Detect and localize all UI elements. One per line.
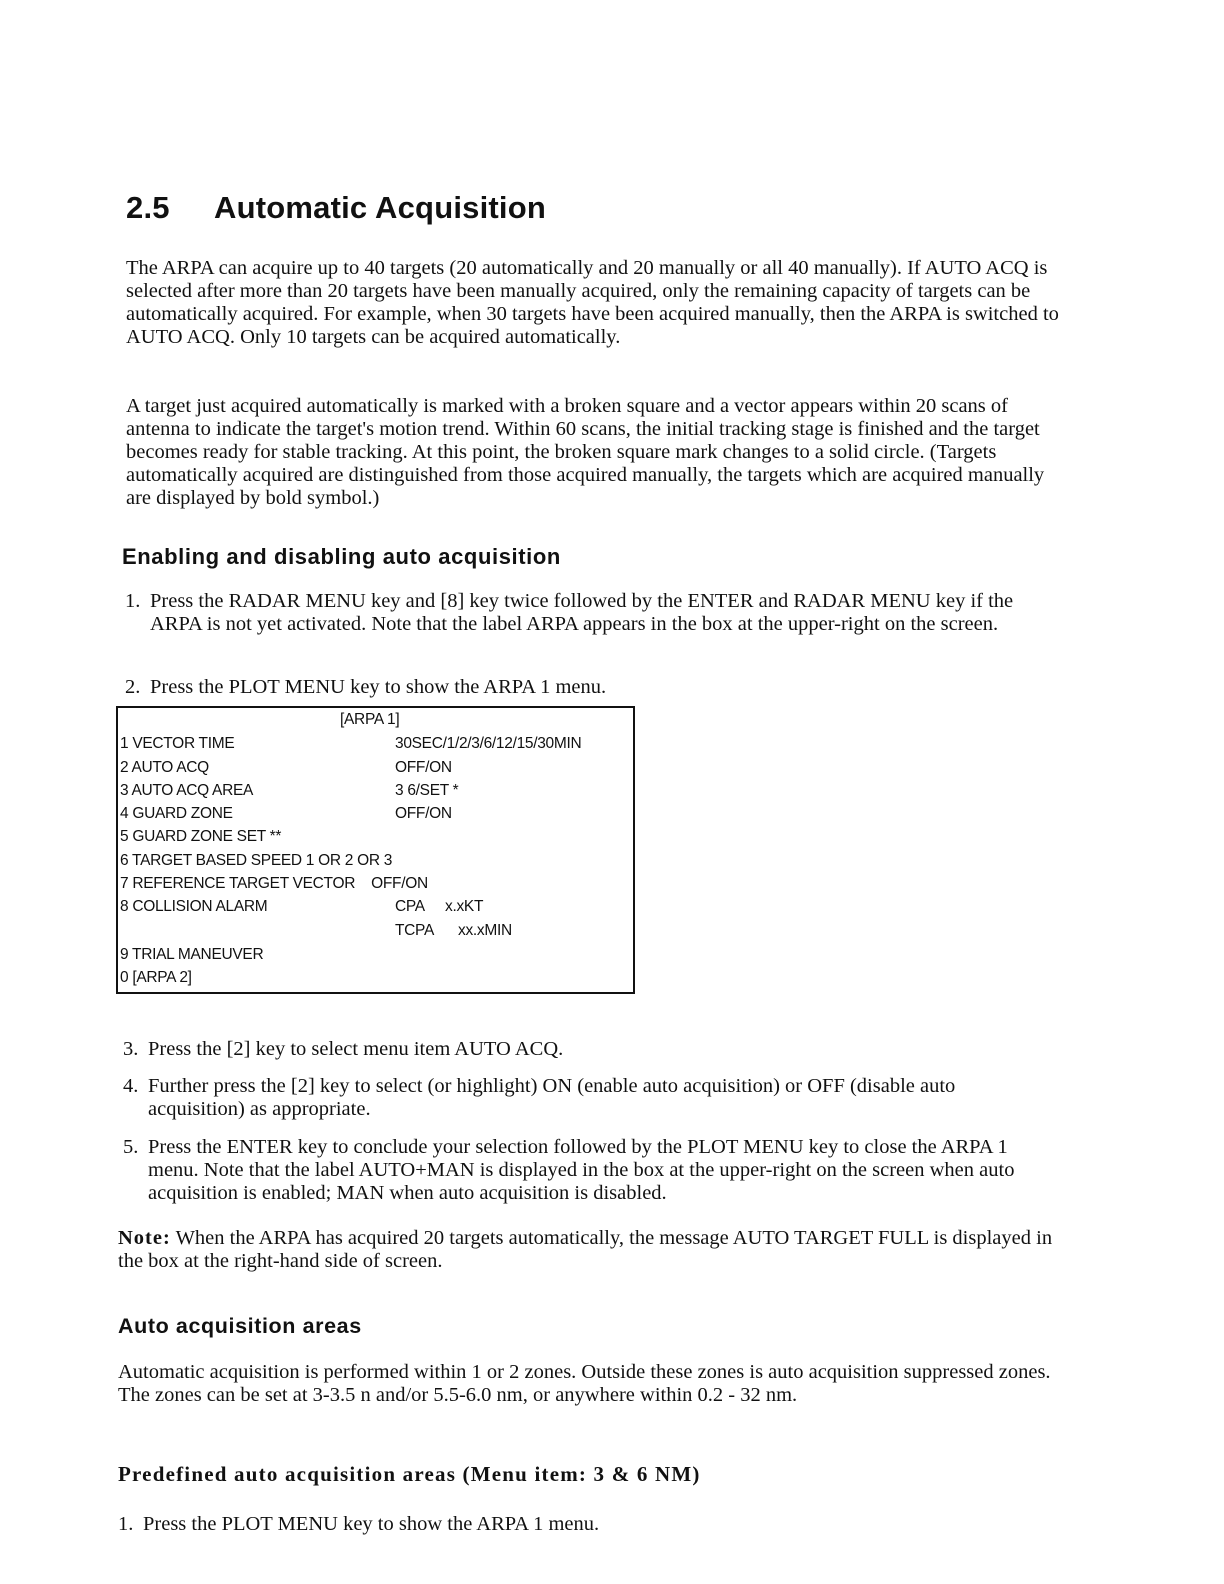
step-text: Press the [2] key to select menu item AUTO ACQ.: [148, 1038, 564, 1060]
menu-item-label: 9 TRIAL MANEUVER: [120, 946, 264, 963]
menu-item-label: 4 GUARD ZONE: [120, 805, 233, 822]
arpa1-menu-box: [116, 706, 635, 994]
step-item: [125, 676, 1055, 699]
predefined-heading: Predefined auto acquisition areas (Menu item: 3 & 6 NM): [118, 1462, 701, 1486]
menu-item-label: 5 GUARD ZONE SET **: [120, 828, 282, 845]
intro-paragraph: A target just acquired automatically is marked with a broken square and a vector appears within 20 scans of antenna to indicate the target's motion trend. Within 60 scans, the initial tracking stage is finished and the target becomes ready for stable tracking. At this point, the broken square mark changes to a solid circle. (Targets automatically acquired are distinguished from those acquired manually, the targets which are acquired manually are displayed by bold symbol.): [126, 395, 1045, 509]
section-number: 2.5: [126, 190, 170, 225]
cpa-setting: [395, 898, 483, 916]
step-number: 2.: [125, 676, 141, 698]
note-text: When the ARPA has acquired 20 targets automatically, the message AUTO TARGET FULL is displayed in the box at the right-hand side of screen.: [118, 1227, 1053, 1272]
menu-item-label: 2 AUTO ACQ: [120, 759, 209, 776]
step-text: Press the PLOT MENU key to show the ARPA 1 menu.: [150, 676, 607, 698]
step-text: Press the RADAR MENU key and [8] key twice followed by the ENTER and RADAR MENU key if the ARPA is not yet activated. Note that the label ARPA appears in the box at the upper-right on the screen.: [150, 590, 1014, 635]
cpa-label: CPA: [395, 898, 425, 915]
step-text: Press the PLOT MENU key to show the ARPA 1 menu.: [143, 1513, 600, 1535]
menu-item-label: 6 TARGET BASED SPEED 1 OR 2 OR 3: [120, 852, 393, 869]
step-text: Further press the [2] key to select (or highlight) ON (enable auto acquisition) or OFF (disable auto acquisition) as appropriate.: [148, 1075, 956, 1120]
menu-item-label: 1 VECTOR TIME: [120, 735, 235, 752]
cpa-value: x.xKT: [445, 898, 484, 915]
step-number: 4.: [123, 1075, 139, 1097]
step-item: [123, 1038, 1053, 1061]
enabling-heading: Enabling and disabling auto acquisition: [122, 544, 561, 569]
menu-item-label: 0 [ARPA 2]: [120, 969, 192, 986]
menu-item-label: [120, 875, 428, 893]
tcpa-label: TCPA: [395, 922, 434, 939]
section-heading: [126, 190, 546, 226]
menu-item-value: 30SEC/1/2/3/6/12/15/30MIN: [395, 735, 582, 752]
areas-heading: Auto acquisition areas: [118, 1314, 362, 1338]
menu-item-label-text: 7 REFERENCE TARGET VECTOR: [120, 875, 356, 892]
menu-item-value: OFF/ON: [395, 805, 452, 822]
menu-item-value: 3 6/SET *: [395, 782, 459, 799]
areas-paragraph: Automatic acquisition is performed within 1 or 2 zones. Outside these zones is auto acquisition suppressed zones. The zones can be set at 3-3.5 n and/or 5.5-6.0 nm, or anywhere within 0.2 - 32 nm.: [118, 1361, 1051, 1406]
step-number: 1.: [125, 590, 141, 612]
step-text: Press the ENTER key to conclude your selection followed by the PLOT MENU key to close the ARPA 1 menu. Note that the label AUTO+MAN is displayed in the box at the upper-right on the screen when auto acquisition is enabled; MAN when auto acquisition is disabled.: [148, 1136, 1015, 1204]
step-number: 3.: [123, 1038, 139, 1060]
menu-item-value: OFF/ON: [395, 759, 452, 776]
menu-item-label: 8 COLLISION ALARM: [120, 898, 268, 915]
menu-item-value: OFF/ON: [371, 875, 428, 892]
step-item: [125, 590, 1055, 636]
step-item: [123, 1136, 1058, 1205]
note-label: Note:: [118, 1227, 171, 1249]
intro-paragraph: The ARPA can acquire up to 40 targets (20 automatically and 20 manually or all 40 manually). If AUTO ACQ is selected after more than 20 targets have been manually acquired, only the remaining capacity of targets can be automatically acquired. For example, when 30 targets have been acquired manually, then the ARPA is switched to AUTO ACQ. Only 10 targets can be acquired automatically.: [126, 257, 1059, 348]
menu-title: [ARPA 1]: [340, 711, 400, 728]
menu-item-label: 3 AUTO ACQ AREA: [120, 782, 254, 799]
step-number: 5.: [123, 1136, 139, 1158]
tcpa-value: xx.xMIN: [458, 922, 512, 939]
step-number: 1.: [118, 1513, 134, 1535]
step-item: [118, 1513, 1048, 1536]
step-item: [123, 1075, 1053, 1121]
section-title: Automatic Acquisition: [214, 190, 547, 225]
tcpa-setting: [395, 922, 512, 940]
note-paragraph: [118, 1227, 1058, 1273]
